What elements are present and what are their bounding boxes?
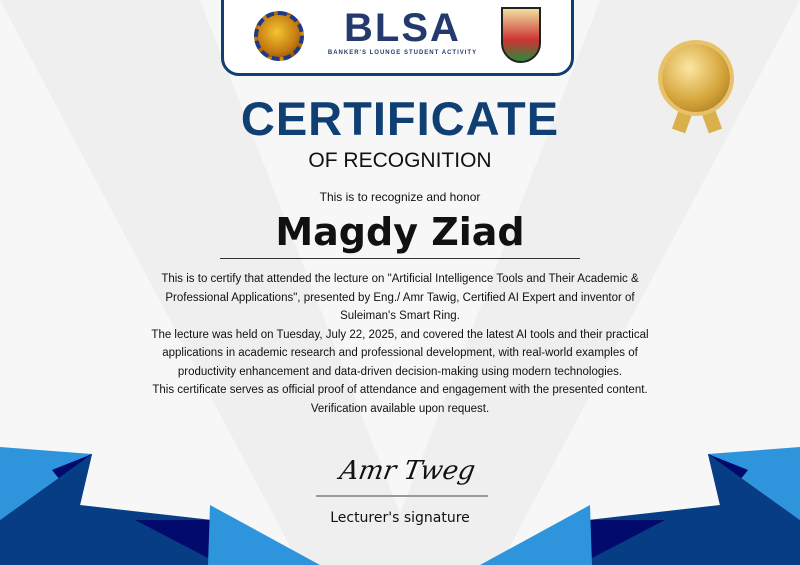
body-paragraph: The lecture was held on Tuesday, July 22, 2025, and covered the latest AI tools and their practical applications in academic research and professional development, with real-world examples of productivity enhancement and data-driven decision-making using modern technologies. [151,328,649,378]
blsa-logo-text: BLSA [344,6,461,50]
name-underline [220,258,580,259]
blsa-logo-tagline: BANKER'S LOUNGE STUDENT ACTIVITY [327,50,478,56]
header-logos [221,0,574,76]
certificate-title: CERTIFICATE [240,92,560,145]
blsa-logo [327,6,478,57]
certificate-subtitle: OF RECOGNITION [308,149,492,172]
signature-label: Lecturer's signature [330,510,470,526]
body-paragraph: This is to certify that attended the lecture on "Artificial Intelligence Tools and Their Academic & Professional Applications", presented by Eng./ Amr Tawig, Certified AI Expert and inventor of Suleiman's Smart Ring. [161,273,639,322]
certificate-body [150,270,650,418]
signature-line [316,495,488,497]
recipient-name: Magdy Ziad [275,210,525,254]
honor-line: This is to recognize and honor [319,190,481,204]
lecturer-signature: Amr Tweg [337,456,478,486]
body-paragraph: This certificate serves as official proof of attendance and engagement with the presented content. Verification available upon request. [152,384,648,415]
faculty-logo [254,11,304,61]
cairo-university-logo [501,7,541,63]
